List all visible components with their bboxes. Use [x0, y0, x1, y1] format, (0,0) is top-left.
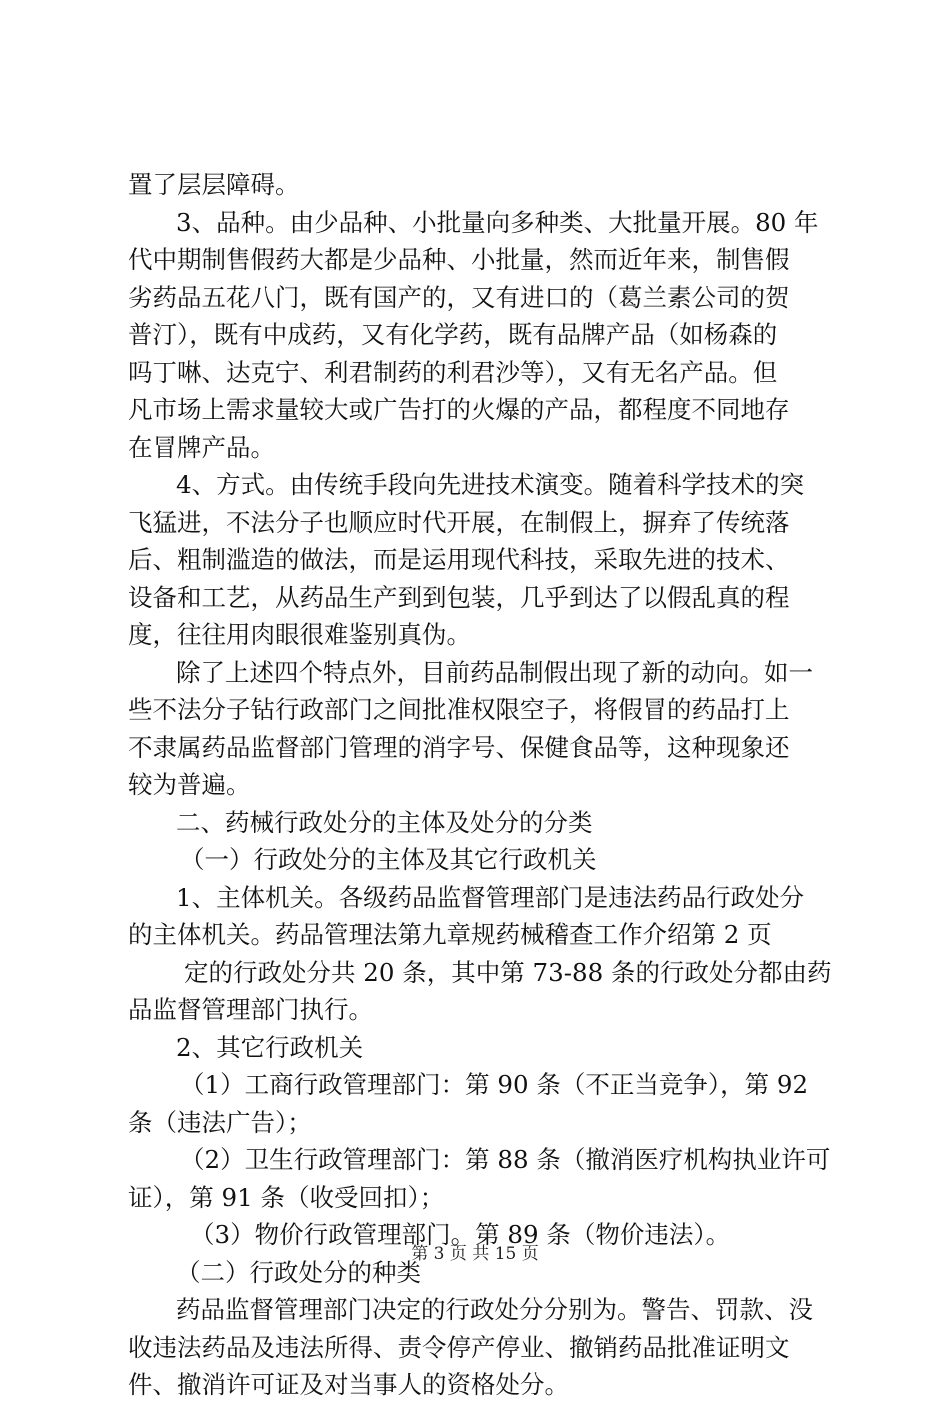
text-line: 1、主体机关。各级药品监督管理部门是违法药品行政处分: [176, 882, 805, 912]
text-line: 2、其它行政机关: [176, 1032, 364, 1062]
text-line: 较为普遍。: [128, 770, 251, 799]
text-line: 除了上述四个特点外，目前药品制假出现了新的动向。如一: [176, 657, 813, 687]
text-line: （1）工商行政管理部门：第 90 条（不正当竞争），第 92: [180, 1070, 809, 1099]
text-line: （3）物价行政管理部门。第 89 条（物价违法）。: [190, 1220, 731, 1249]
text-line: 条（违法广告）；: [128, 1107, 312, 1137]
text-line: 不隶属药品监督部门管理的消字号、保健食品等，这种现象还: [128, 732, 790, 762]
text-line: 置了层层障碍。: [128, 170, 300, 199]
text-line: 飞猛进，不法分子也顺应时代开展，在制假上，摒弃了传统落: [128, 507, 790, 537]
text-line: 在冒牌产品。: [128, 432, 275, 462]
text-line: 件、撤消许可证及对当事人的资格处分。: [128, 1370, 569, 1399]
text-line: 凡市场上需求量较大或广告打的火爆的产品，都程度不同地存: [128, 395, 790, 424]
text-line: 代中期制售假药大都是少品种、小批量，然而近年来，制售假: [128, 245, 790, 274]
text-line: 品监督管理部门执行。: [128, 995, 373, 1024]
text-line: 的主体机关。药品管理法第九章规药械稽查工作介绍第 2 页: [128, 920, 772, 949]
document-body: [128, 166, 836, 1404]
text-line: 药品监督管理部门决定的行政处分分别为。警告、罚款、没: [176, 1295, 813, 1324]
text-line: 设备和工艺，从药品生产到到包装，几乎到达了以假乱真的程: [128, 582, 790, 612]
text-line: 证），第 91 条（收受回扣）；: [128, 1182, 445, 1212]
text-line: 些不法分子钻行政部门之间批准权限空子，将假冒的药品打上: [128, 695, 790, 724]
text-line: 定的行政处分共 20 条，其中第 73-88 条的行政处分都由药: [184, 957, 832, 987]
text-line: 二、药械行政处分的主体及处分的分类: [176, 807, 593, 837]
text-line: 3、品种。由少品种、小批量向多种类、大批量开展。80 年: [176, 207, 819, 237]
text-line: （一）行政处分的主体及其它行政机关: [180, 845, 597, 874]
text-line: 4、方式。由传统手段向先进技术演变。随着科学技术的突: [176, 470, 805, 499]
text-line: 收违法药品及违法所得、责令停产停业、撤销药品批准证明文: [128, 1332, 790, 1362]
text-line: 普汀），既有中成药，又有化学药，既有品牌产品（如杨森的: [128, 320, 778, 349]
text-line: 度，往往用肉眼很难鉴别真伪。: [128, 620, 471, 649]
text-line: （二）行政处分的种类: [176, 1257, 421, 1287]
text-line: 后、粗制滥造的做法，而是运用现代科技，采取先进的技术、: [128, 545, 790, 574]
text-line: 劣药品五花八门，既有国产的，又有进口的（葛兰素公司的贺: [128, 282, 790, 312]
text-line: 吗丁啉、达克宁、利君制药的利君沙等），又有无名产品。但: [128, 357, 778, 387]
page-footer: 第 3 页 共 15 页: [411, 1244, 539, 1264]
text-line: （2）卫生行政管理部门：第 88 条（撤消医疗机构执业许可: [180, 1145, 831, 1174]
